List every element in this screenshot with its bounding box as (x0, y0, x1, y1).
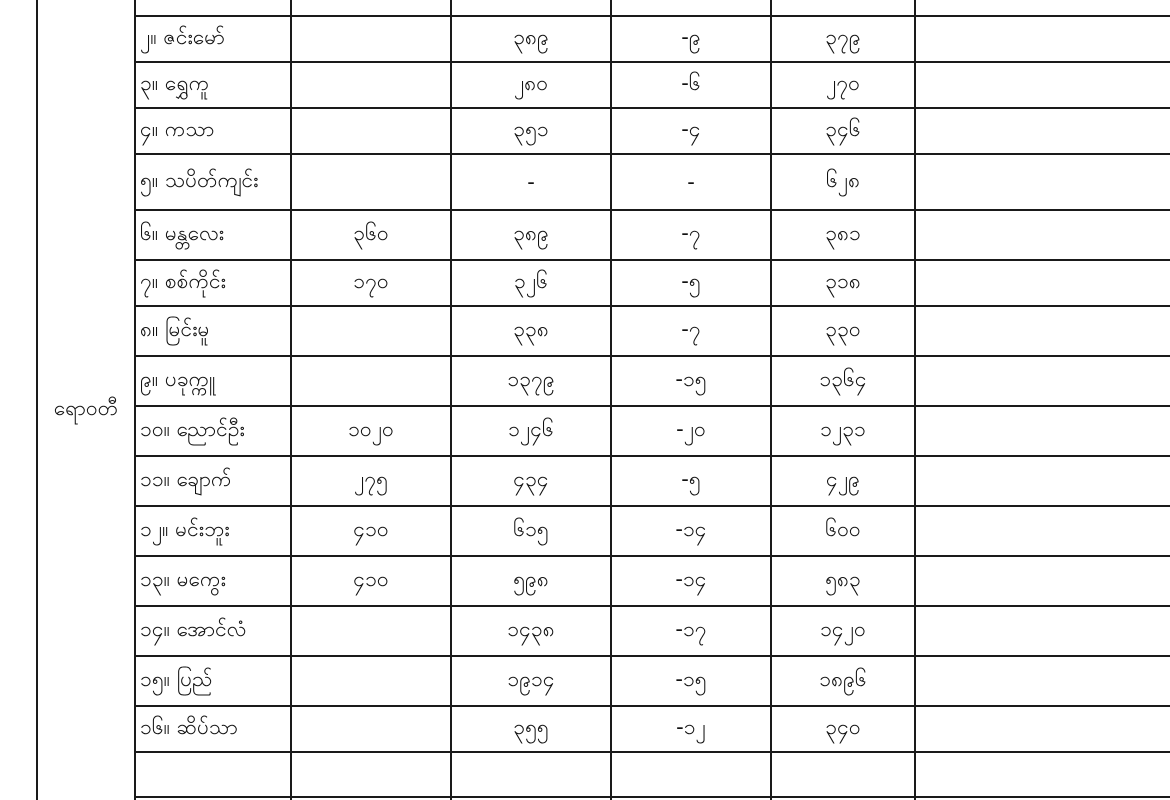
value-cell: ၁၀၂၀ (348, 416, 394, 441)
station-name-cell: ၇။ စစ်ကိုင်း (140, 268, 226, 293)
value-cell: ၃၂၆ (514, 268, 548, 293)
region-label: ရောဝတီ (53, 395, 119, 420)
value-cell: ၁၄၂၀ (820, 616, 866, 641)
value-cell: ၄၁၀ (353, 516, 389, 541)
value-cell: ၃၆၀ (353, 220, 389, 245)
value-cell: ၄၁၀ (353, 566, 389, 591)
value-cell (292, 656, 450, 706)
value-cell: ၃၁၈ (825, 268, 861, 293)
row-divider (134, 455, 1170, 457)
row-divider (134, 259, 1170, 261)
value-cell: ၁၃၆၄ (819, 366, 867, 391)
value-cell: -၆ (681, 70, 701, 95)
value-cell: ၆၂၈ (825, 167, 861, 192)
row-divider (134, 705, 1170, 707)
value-cell: ၃၈၉ (513, 220, 549, 245)
value-cell (292, 0, 450, 16)
value-cell (292, 606, 450, 656)
station-name-cell: ၁၀။ ညောင်ဦး (140, 416, 245, 441)
value-cell: -၅ (681, 466, 701, 491)
value-cell: ၂၈၀ (513, 70, 549, 95)
station-name-cell: ၁၆။ ဆိပ်သာ (140, 714, 238, 739)
table-bottom-border (134, 796, 1170, 798)
value-cell: ၄၂၉ (826, 466, 860, 491)
value-cell: ၃၅၅ (513, 714, 549, 739)
value-cell: -၇ (681, 316, 701, 341)
value-cell: ၂၇၀ (826, 70, 860, 95)
value-cell: ၆၀၀ (825, 516, 861, 541)
value-cell: ၂၇၅ (354, 466, 388, 491)
value-cell (612, 0, 770, 16)
station-name-cell: ၅။ သပိတ်ကျင်း (140, 167, 259, 192)
station-name-cell: ၃။ ရွှေကူ (140, 70, 210, 95)
station-name-cell: ၁၂။ မင်းဘူး (140, 516, 230, 541)
value-cell: ၁၈၉၆ (819, 666, 867, 691)
value-cell: ၅၈၃ (825, 566, 861, 591)
column-divider (134, 0, 136, 800)
station-name-cell: ၆။ မန္တလေး (140, 220, 225, 245)
value-cell: ၃၇၉ (825, 24, 861, 49)
value-cell: ၃၄၀ (825, 714, 861, 739)
value-cell (292, 16, 450, 62)
station-name-cell: ၄။ ကသာ (140, 116, 215, 141)
station-name-cell: ၁၃။ မကွေး (140, 566, 226, 591)
value-cell: ၁၄၃၈ (507, 616, 555, 641)
value-cell (916, 356, 1170, 406)
row-divider (134, 61, 1170, 63)
row-divider (134, 355, 1170, 357)
row-divider (134, 209, 1170, 211)
value-cell: ၆၁၅ (513, 516, 549, 541)
table-border-left (36, 0, 38, 800)
row-divider (134, 555, 1170, 557)
value-cell (292, 356, 450, 406)
row-divider (134, 107, 1170, 109)
value-cell: -၁၅ (675, 366, 707, 391)
value-cell: ၄၃၄ (513, 466, 549, 491)
value-cell: -၅ (681, 268, 701, 293)
value-cell (292, 306, 450, 356)
station-name-cell: ၂။ ဇင်းမော် (140, 24, 225, 49)
station-name-cell: ၁၁။ ချောက် (140, 466, 232, 491)
value-cell: ၃၃၈ (513, 316, 549, 341)
value-cell: ၁၂၄၆ (508, 416, 554, 441)
value-cell (916, 260, 1170, 306)
row-divider (134, 605, 1170, 607)
row-divider (134, 15, 1170, 17)
value-cell (292, 62, 450, 108)
value-cell (916, 606, 1170, 656)
value-cell: ၃၅၁ (513, 116, 549, 141)
value-cell (916, 706, 1170, 752)
value-cell: -၁၇ (675, 616, 707, 641)
value-cell: ၃၈၉ (513, 24, 549, 49)
value-cell: ၃၄၆ (825, 116, 861, 141)
station-name-cell: ၉။ ပခုက္ကူ (140, 366, 216, 391)
value-cell (916, 154, 1170, 210)
value-cell: -၇ (681, 220, 701, 245)
value-cell (772, 0, 914, 16)
value-cell (916, 306, 1170, 356)
value-cell (916, 406, 1170, 456)
value-cell (292, 154, 450, 210)
row-divider (134, 751, 1170, 753)
value-cell: ၅၉၈ (513, 566, 549, 591)
value-cell: ၃၃၀ (825, 316, 861, 341)
station-name-cell: ၈။ မြင်းမူ (140, 316, 210, 341)
row-divider (134, 405, 1170, 407)
station-name-cell (140, 0, 288, 16)
value-cell (916, 556, 1170, 606)
value-cell (916, 456, 1170, 506)
value-cell: -၉ (681, 24, 701, 49)
value-cell: -၄ (681, 116, 701, 141)
value-cell (916, 656, 1170, 706)
value-cell: ၃၈၁ (825, 220, 861, 245)
station-name-cell: ၁၅။ ပြည် (140, 666, 213, 691)
value-cell (916, 210, 1170, 260)
station-name-cell: ၁၄။ အောင်လံ (140, 616, 247, 641)
value-cell (292, 108, 450, 154)
value-cell: ၁၉၁၄ (507, 666, 555, 691)
value-cell: -၂၀ (676, 416, 706, 441)
value-cell (452, 0, 610, 16)
value-cell (916, 16, 1170, 62)
value-cell: ၁၇၀ (353, 268, 389, 293)
value-cell: - (687, 170, 695, 194)
value-cell (916, 108, 1170, 154)
row-divider (134, 305, 1170, 307)
row-divider (134, 505, 1170, 507)
row-divider (134, 153, 1170, 155)
value-cell: -၁၄ (675, 516, 707, 541)
value-cell: -၁၅ (675, 666, 707, 691)
value-cell: - (527, 170, 535, 194)
value-cell (916, 0, 1170, 16)
value-cell (292, 706, 450, 752)
value-cell (916, 506, 1170, 556)
value-cell: ၁၃၇၉ (507, 366, 555, 391)
value-cell (916, 62, 1170, 108)
value-cell: -၁၂ (676, 714, 706, 739)
value-cell: -၁၄ (675, 566, 707, 591)
value-cell: ၁၂၃၁ (820, 416, 866, 441)
row-divider (134, 655, 1170, 657)
